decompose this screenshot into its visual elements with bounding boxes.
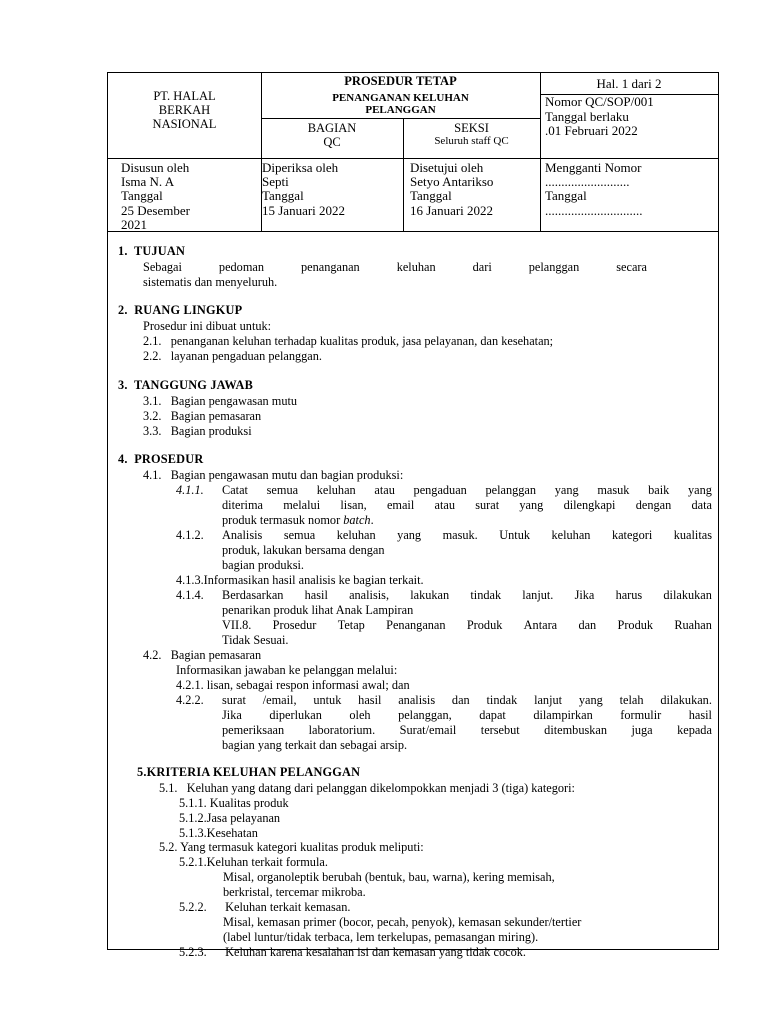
section-4-1-4-num: 4.1.4. [176, 588, 204, 602]
doc-number: Nomor QC/SOP/001 [545, 94, 654, 109]
section-4-1-1-line-2: diterima melalui lisan, email atau surat yang dilengkapi dengan data [222, 498, 712, 512]
section-5-2-1: 5.2.1.Keluhan terkait formula. [179, 855, 328, 869]
section-4-1-3: 4.1.3.Informasikan hasil analisis ke bagian terkait. [176, 573, 424, 587]
section-4-1-2-line-1: Analisis semua keluhan yang masuk. Untuk keluhan kategori kualitas [222, 528, 712, 542]
section-4-1-4-line-4: Tidak Sesuai. [222, 633, 289, 647]
section-4-2-2-line-4: bagian yang terkait dan sebagai arsip. [222, 738, 408, 752]
section-4-1-4-line-3: VII.8. Prosedur Tetap Penanganan Produk Antara dan Produk Ruahan [222, 618, 712, 632]
section-2-item-1: 2.1. penanganan keluhan terhadap kualitas produk, jasa pelayanan, dan kesehatan; [143, 334, 554, 348]
section-3-item-2: 3.2. Bagian pemasaran [143, 409, 262, 423]
section-5-2-1-line-2: Misal, organoleptik berubah (bentuk, bau, warna), kering memisah, [223, 870, 555, 884]
section-5-2-3: 5.2.3. Keluhan karena kesalahan isi dan kemasan yang tidak cocok. [179, 945, 526, 959]
section-4-2: 4.2. Bagian pemasaran [143, 648, 262, 662]
section-4-2-2-line-2: Jika diperlukan oleh pelanggan, dapat dilampirkan formulir hasil [222, 708, 712, 722]
document-subtitle: PENANGANAN KELUHAN PELANGGAN [332, 92, 469, 116]
section-2-title: 2. RUANG LINGKUP [118, 303, 243, 317]
document-page [107, 72, 719, 959]
section-4-1-2-line-3: bagian produksi. [222, 558, 304, 572]
section-5-1-1: 5.1.1. Kualitas produk [179, 796, 289, 810]
section-4-1-2-num: 4.1.2. [176, 528, 204, 542]
section-4-2-intro: Informasikan jawaban ke pelanggan melalui: [176, 663, 398, 677]
bagian-cell: BAGIAN QC [307, 121, 357, 149]
section-5-2-2: 5.2.2. Keluhan terkait kemasan. [179, 900, 351, 914]
document-title: PROSEDUR TETAP [344, 74, 457, 88]
section-4-1: 4.1. Bagian pengawasan mutu dan bagian produksi: [143, 468, 404, 482]
section-5-title: 5.KRITERIA KELUHAN PELANGGAN [137, 765, 361, 779]
company-name: PT. HALAL BERKAH NASIONAL [152, 89, 217, 131]
section-3-item-1: 3.1. Bagian pengawasan mutu [143, 394, 298, 408]
section-5-2-1-line-3: berkristal, tercemar mikroba. [223, 885, 366, 899]
section-4-1-4-line-2: penarikan produk lihat Anak Lampiran [222, 603, 414, 617]
section-4-title: 4. PROSEDUR [118, 452, 204, 466]
replaces-number: Mengganti Nomor .......................... Tanggal .............................. [545, 160, 643, 218]
section-2-item-2: 2.2. layanan pengaduan pelanggan. [143, 349, 322, 363]
section-4-1-1-num: 4.1.1. [176, 483, 204, 497]
section-5-2-2-line-2: Misal, kemasan primer (bocor, pecah, penyok), kemasan sekunder/tertier [223, 915, 582, 929]
section-4-2-2-line-3: pemeriksaan laboratorium. Surat/email tersebut ditembuskan juga kepada [222, 723, 712, 737]
page-number: Hal. 1 dari 2 [596, 76, 662, 91]
section-3-item-3: 3.3. Bagian produksi [143, 424, 252, 438]
header-table [108, 73, 718, 231]
section-1-title: 1. TUJUAN [118, 244, 186, 258]
section-5-2: 5.2. Yang termasuk kategori kualitas produk meliputi: [159, 840, 424, 854]
section-4-1-1-line-3: produk termasuk nomor batch. [222, 513, 374, 527]
section-4-2-2-line-1: surat /email, untuk hasil analisis dan tindak lanjut yang telah dilakukan. [222, 693, 712, 707]
section-4-2-2-num: 4.2.2. [176, 693, 204, 707]
section-2-intro: Prosedur ini dibuat untuk: [143, 319, 272, 333]
section-1-line-1: Sebagai pedoman penanganan keluhan dari pelanggan secara [143, 260, 647, 274]
seksi-cell: SEKSI Seluruh staff QC [434, 121, 509, 147]
effective-label: Tanggal berlaku [545, 108, 629, 124]
section-5-1-2: 5.1.2.Jasa pelayanan [179, 811, 281, 825]
section-5-1-3: 5.1.3.Kesehatan [179, 826, 258, 840]
section-5-1: 5.1. Keluhan yang datang dari pelanggan dikelompokkan menjadi 3 (tiga) kategori: [159, 781, 575, 795]
prepared-by: Disusun oleh Isma N. A Tanggal 25 Desember 2021 [121, 160, 190, 232]
checked-by: Diperiksa oleh Septi Tanggal 15 Januari 2022 [262, 160, 346, 218]
section-1-line-2: sistematis dan menyeluruh. [143, 275, 278, 289]
section-5-2-2-line-3: (label luntur/tidak terbaca, lem terkelupas, pemasangan miring). [223, 930, 539, 944]
section-4-1-1-line-1: Catat semua keluhan atau pengaduan pelanggan yang masuk baik yang [222, 483, 712, 497]
section-4-2-1: 4.2.1. lisan, sebagai respon informasi awal; dan [176, 678, 410, 692]
doc-meta [545, 95, 717, 139]
section-3-title: 3. TANGGUNG JAWAB [118, 378, 254, 392]
section-4-1-4-line-1: Berdasarkan hasil analisis, lakukan tindak lanjut. Jika harus dilakukan [222, 588, 712, 602]
approved-by: Disetujui oleh Setyo Antarikso Tanggal 16 Januari 2022 [410, 160, 494, 218]
effective-date: .01 Februari 2022 [545, 123, 638, 138]
section-4-1-2-line-2: produk, lakukan bersama dengan [222, 543, 385, 557]
